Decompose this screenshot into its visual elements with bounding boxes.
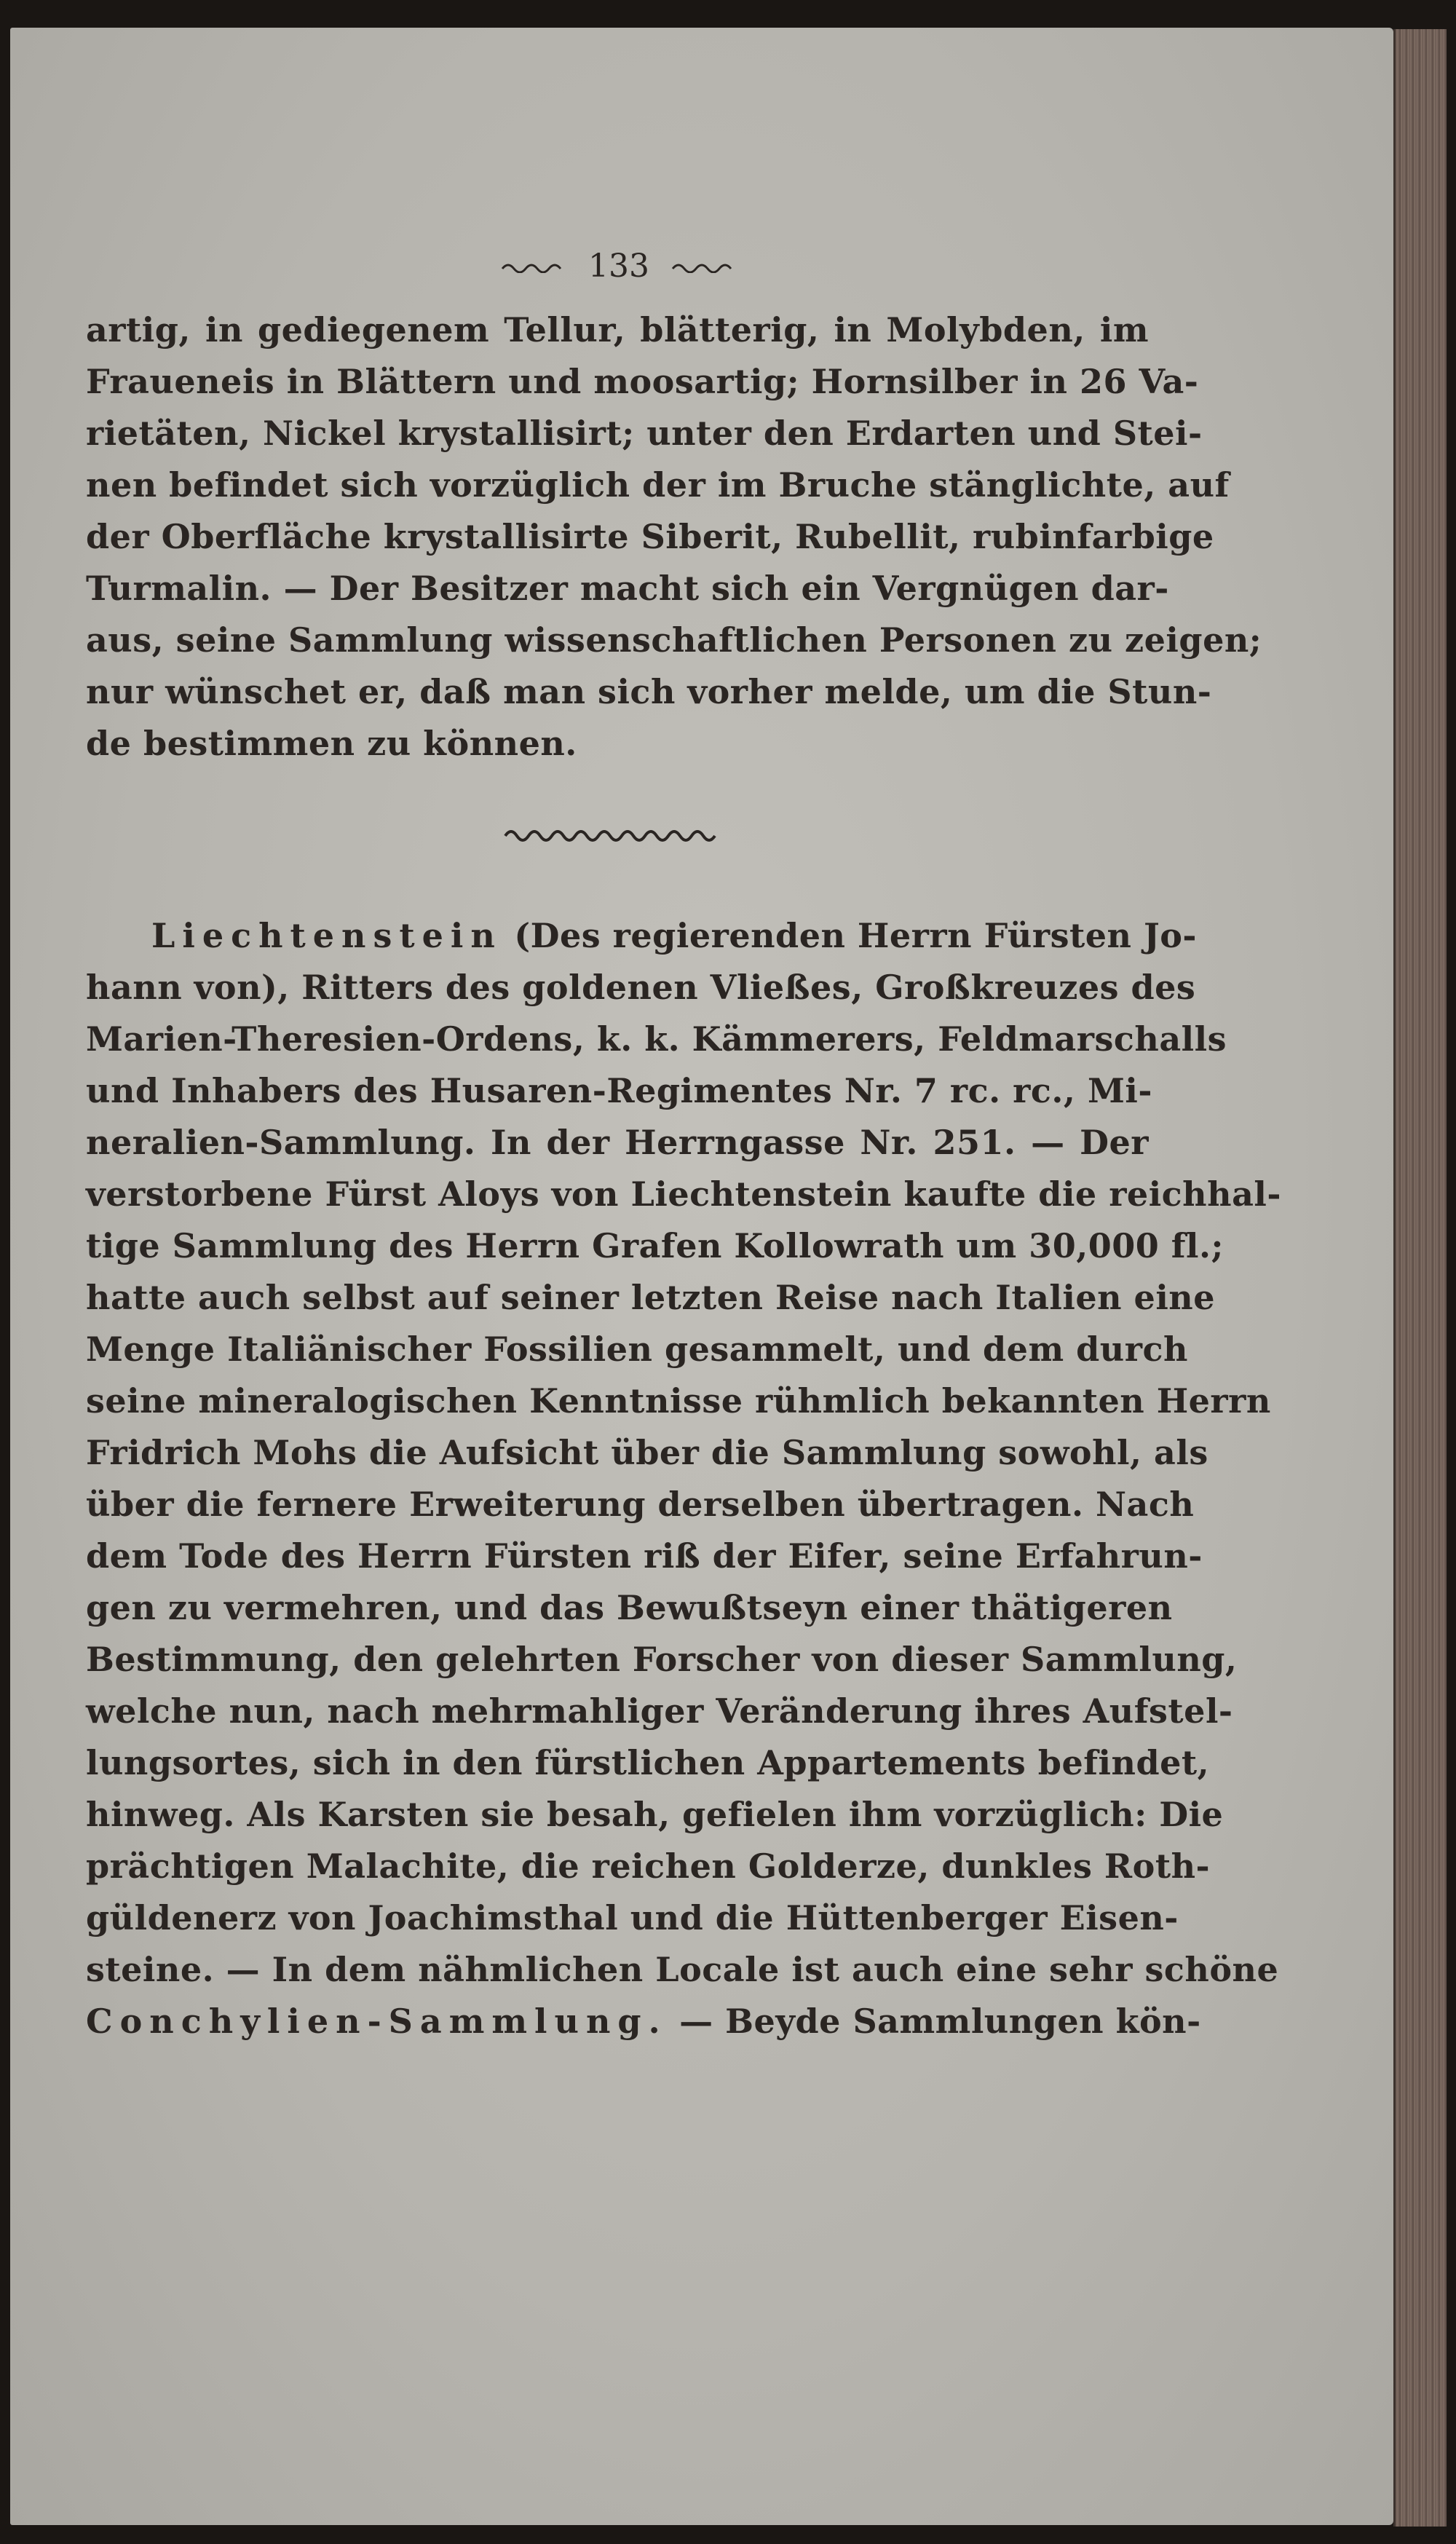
text-line: güldenerz von Joachimsthal und die Hüttenberger Eisen- xyxy=(86,1898,1179,1937)
text-line: und Inhabers des Husaren-Regimentes Nr. 7 rc. rc., Mi- xyxy=(86,1071,1152,1110)
text-line: der Oberfläche krystallisirte Siberit, Rubellit, rubinfarbige xyxy=(86,517,1214,556)
text-line: steine. — In dem nähmlichen Locale ist auch eine sehr schöne xyxy=(86,1950,1279,1989)
text-line: welche nun, nach mehrmahliger Veränderung ihres Aufstel- xyxy=(86,1691,1233,1731)
text-line: artig, in gediegenem Tellur, blätterig, in Molybden, im xyxy=(86,310,1149,349)
paragraph-liechtenstein xyxy=(86,910,1281,2047)
text-line: Marien-Theresien-Ordens, k. k. Kämmerers, Feldmarschalls xyxy=(86,1019,1227,1059)
header-ornament-left xyxy=(501,258,566,273)
entry-heading: Liechtenstein xyxy=(151,916,502,955)
text-line: hatte auch selbst auf seiner letzten Reise nach Italien eine xyxy=(86,1278,1216,1317)
conchylien-heading: Conchylien-Sammlung. xyxy=(86,2002,668,2041)
page-number: 133 xyxy=(588,247,649,285)
text-line: neralien-Sammlung. In der Herrngasse Nr. 251. — Der xyxy=(86,1123,1149,1162)
text-line: verstorbene Fürst Aloys von Liechtenstein kaufte die reichhal- xyxy=(86,1174,1281,1214)
text-line: Bestimmung, den gelehrten Forscher von dieser Sammlung, xyxy=(86,1640,1238,1679)
text-line: nen befindet sich vorzüglich der im Bruche stänglichte, auf xyxy=(86,465,1230,505)
text-line: lungsortes, sich in den fürstlichen Appartements befindet, xyxy=(86,1743,1210,1782)
text-line-rest: (Des regierenden Herrn Fürsten Jo- xyxy=(502,916,1198,955)
text-line: seine mineralogischen Kenntnisse rühmlich bekannten Herrn xyxy=(86,1381,1271,1421)
text-line: Fridrich Mohs die Aufsicht über die Sammlung sowohl, als xyxy=(86,1433,1208,1472)
text-line: hinweg. Als Karsten sie besah, gefielen ihm vorzüglich: Die xyxy=(86,1795,1224,1834)
text-line-last xyxy=(86,1996,1201,2047)
text-line: über die fernere Erweiterung derselben übertragen. Nach xyxy=(86,1485,1195,1524)
text-line: Turmalin. — Der Besitzer macht sich ein Vergnügen dar- xyxy=(86,569,1169,608)
text-line: rietäten, Nickel krystallisirt; unter den Erdarten und Stei- xyxy=(86,414,1203,453)
text-line-rest: — Beyde Sammlungen kön- xyxy=(667,2002,1201,2041)
paragraph-continuation xyxy=(86,304,1262,770)
text-line: nur wünschet er, daß man sich vorher melde, um die Stun- xyxy=(86,672,1212,711)
text-line: gen zu vermehren, und das Bewußtseyn einer thätigeren xyxy=(86,1588,1173,1627)
text-line: tige Sammlung des Herrn Grafen Kollowrath um 30,000 fl.; xyxy=(86,1226,1224,1265)
page-header xyxy=(408,240,830,291)
section-divider-ornament xyxy=(502,824,721,842)
text-line: aus, seine Sammlung wissenschaftlichen Personen zu zeigen; xyxy=(86,620,1262,660)
text-line: Menge Italiänischer Fossilien gesammelt, und dem durch xyxy=(86,1330,1188,1369)
header-ornament-right xyxy=(671,258,737,273)
text-line: prächtigen Malachite, die reichen Golderze, dunkles Roth- xyxy=(86,1846,1211,1886)
text-line: dem Tode des Herrn Fürsten riß der Eifer, seine Erfahrun- xyxy=(86,1536,1203,1576)
page-edge-stack xyxy=(1393,29,1447,2527)
text-line-first xyxy=(86,910,1198,962)
text-line: hann von), Ritters des goldenen Vließes, Großkreuzes des xyxy=(86,968,1196,1007)
text-line: de bestimmen zu können. xyxy=(86,724,577,763)
text-line: Fraueneis in Blättern und moosartig; Hornsilber in 26 Va- xyxy=(86,362,1199,401)
